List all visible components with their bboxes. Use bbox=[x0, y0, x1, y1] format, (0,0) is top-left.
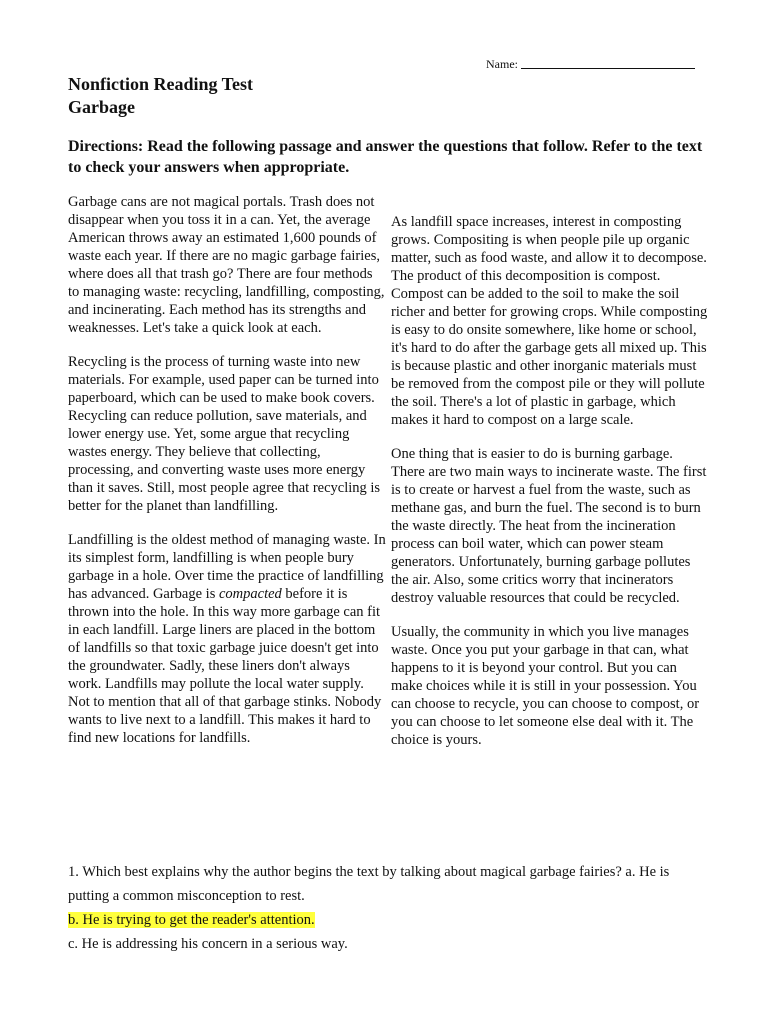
option-c[interactable]: c. He is addressing his concern in a serious way. bbox=[68, 936, 348, 952]
landfill-text-before: Landfilling is the oldest method of managing waste. In its simplest form, landfilling is when people bury garbage in a hole. Over time the practice of landfilling has advanced. Garbage is bbox=[68, 532, 386, 602]
option-b[interactable] bbox=[68, 908, 708, 932]
title-line-2: Garbage bbox=[68, 97, 135, 117]
directions bbox=[68, 136, 708, 178]
passage-paragraph: Usually, the community in which you live manages waste. Once you put your garbage in that can, what happens to it is beyond your control. But you can make choices while it is still in your possession. You can choose to recycle, you can choose to compost, or you can choose to let someone else deal with it. The choice is yours. bbox=[391, 624, 700, 748]
passage-left-column bbox=[68, 193, 386, 763]
passage-paragraph: Garbage cans are not magical portals. Trash does not disappear when you toss it in a can. Yet, the average American throws away an estimated 1,600 pounds of waste each year. If there are no magic garbage fairies, where does all that trash go? There are four methods to managing waste: recycling, landfilling, composting, and incinerating. Each method has its strengths and weaknesses. Let's take a quick look at each. bbox=[68, 194, 385, 336]
question-1 bbox=[68, 860, 708, 956]
passage-paragraph-landfill bbox=[68, 531, 386, 747]
passage-paragraph: One thing that is easier to do is burning garbage. There are two main ways to incinerate waste. The first is to create or harvest a fuel from the waste, such as methane gas, and burn the fuel. The second is to burn the waste directly. The heat from the incineration process can boil water, which can power steam generators. Unfortunately, burning garbage pollutes the air. Also, some critics worry that incinerators destroy valuable resources that could be recycled. bbox=[391, 446, 707, 606]
passage-paragraph: As landfill space increases, interest in composting grows. Compositing is when people pile up organic matter, such as food waste, and allow it to decompose. The product of this decomposition is compost. Compost can be added to the soil to make the soil richer and better for growing crops. While composting is easy to do onsite somewhere, like home or school, it's hard to do after the garbage gets all mixed up. This is because plastic and other inorganic materials must be removed from the compost pile or they will pollute the soil. There's a lot of plastic in garbage, which makes it hard to compost on a large scale. bbox=[391, 214, 708, 428]
landfill-text-after: before it is thrown into the hole. In this way more garbage can fit in each landfill. Large liners are placed in the bottom of landfills so that toxic garbage juice doesn't get into the groundwater. Sadly, these liners don't always work. Landfills may pollute the local water supply. Not to mention that all of that garbage stinks. Nobody wants to live next to a landfill. This makes it hard to find new locations for landfills. bbox=[68, 586, 382, 746]
directions-text: Read the following passage and answer the questions that follow. Refer to the text to check your answers when appropriate. bbox=[68, 138, 703, 176]
passage-paragraph: Recycling is the process of turning waste into new materials. For example, used paper can be turned into paperboard, which can be used to make book covers. Recycling can reduce pollution, save materials, and lower energy use. Yet, some argue that recycling wastes energy. They believe that collecting, processing, and converting waste uses more energy than it saves. Still, most people agree that recycling is better for the planet than landfilling. bbox=[68, 354, 381, 514]
landfill-italic-term: compacted bbox=[218, 586, 282, 602]
directions-label: Directions: bbox=[68, 138, 144, 155]
option-b-highlighted-text: b. He is trying to get the reader's attention. bbox=[68, 912, 315, 928]
question-stem-option-a: 1. Which best explains why the author begins the text by talking about magical garbage fairies? a. He is putting a common misconception to rest. bbox=[68, 864, 670, 904]
title-line-1: Nonfiction Reading Test bbox=[68, 74, 254, 94]
name-label: Name: bbox=[486, 57, 518, 71]
passage-right-column bbox=[391, 213, 709, 765]
name-field bbox=[486, 57, 695, 72]
page-title bbox=[68, 73, 253, 119]
name-blank-line bbox=[521, 68, 695, 69]
